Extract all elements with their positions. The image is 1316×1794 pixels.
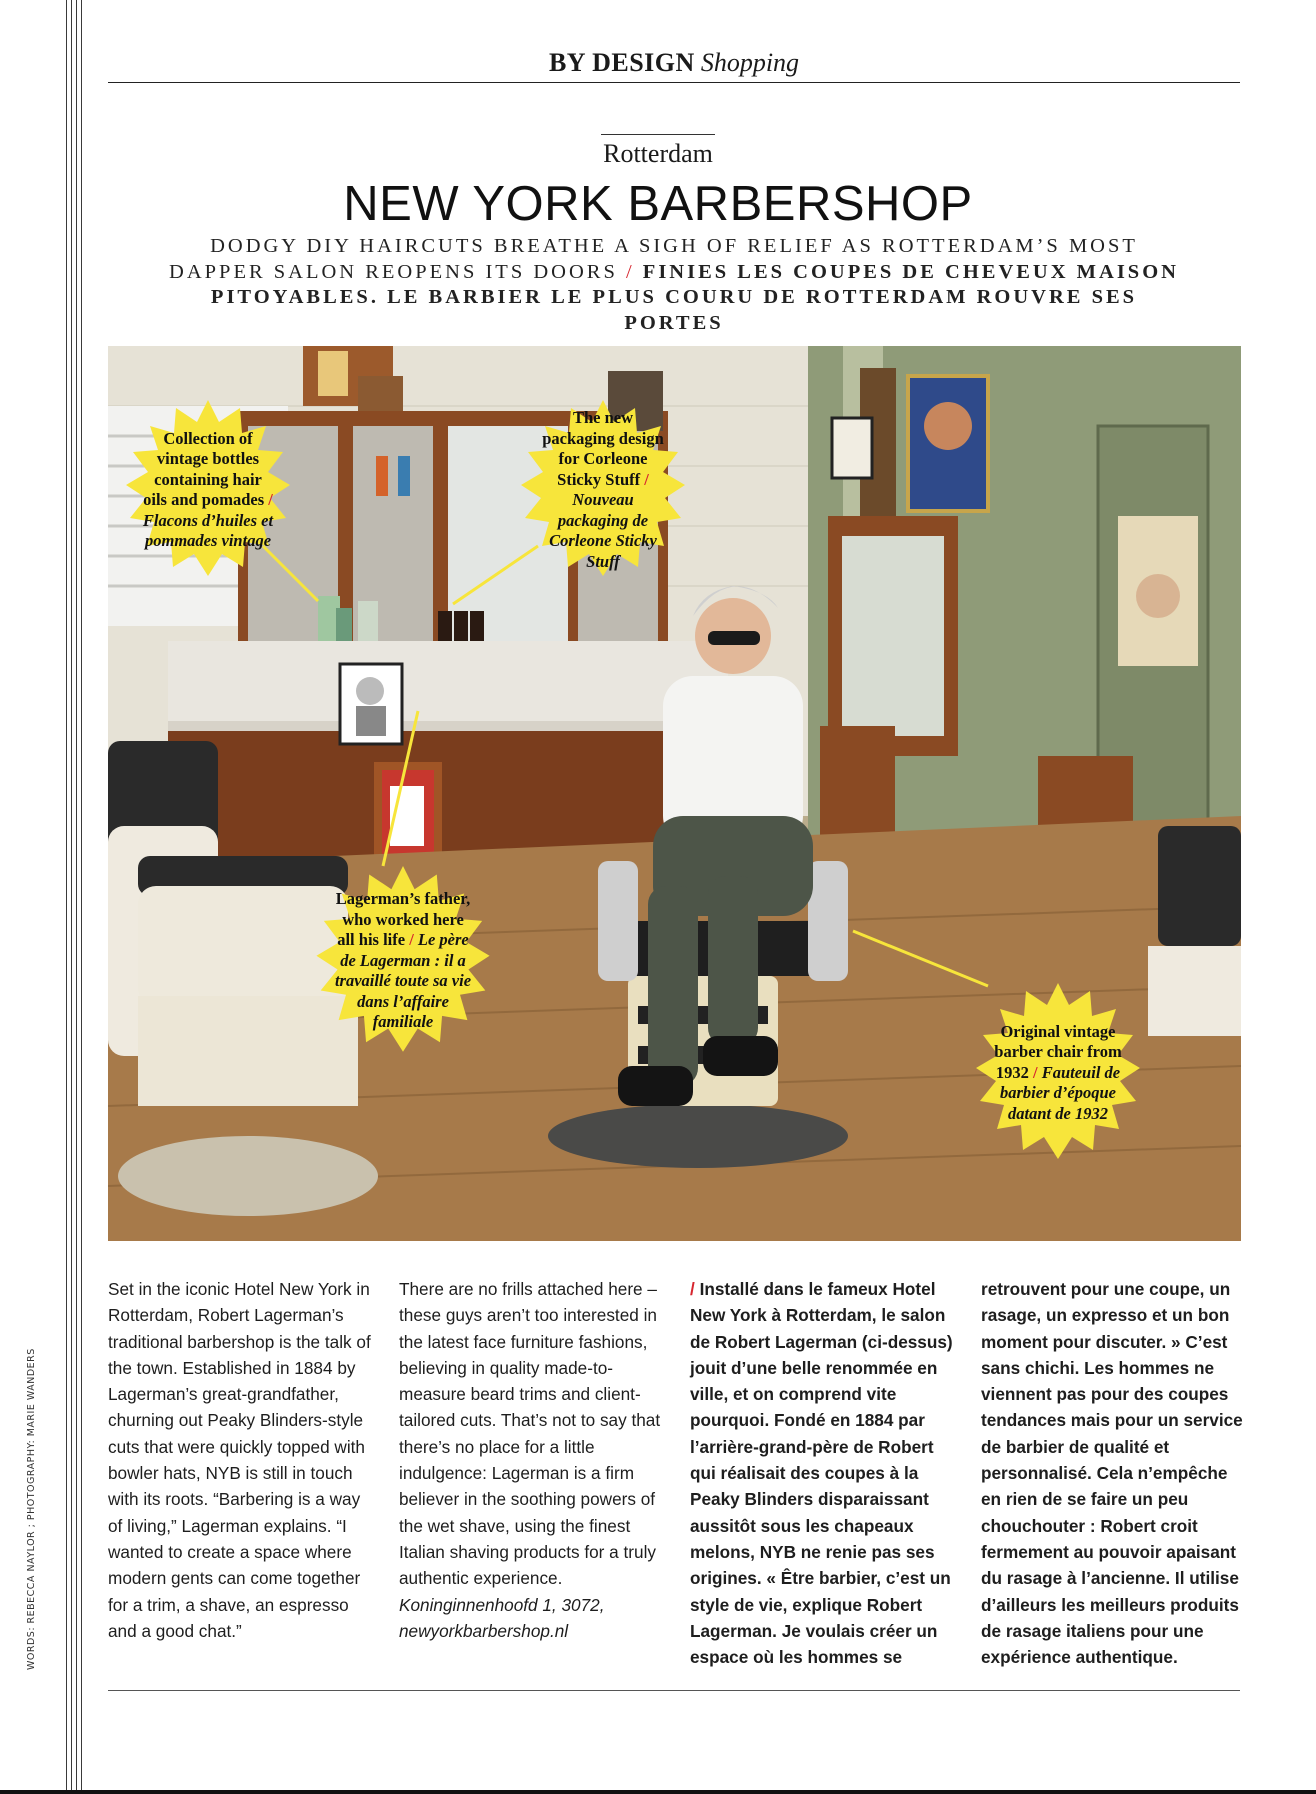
callout-text: Collection of vintage bottles containing hair oils and pomades / Flacons d’huiles et pommades vintage <box>142 428 274 550</box>
shop-address: Koninginnenhoofd 1, 3072, newyorkbarbershop.nl <box>399 1594 605 1641</box>
callout-lagerman-father <box>308 866 498 1056</box>
body-column-3 <box>690 1276 958 1670</box>
page-bottom-rule <box>0 1790 1316 1794</box>
kicker-wrap <box>0 134 1316 169</box>
callout-barber-chair <box>968 983 1148 1163</box>
callout-text: Lagerman’s father, who worked here all his life / Le père de Lagerman : il a travaillé toute sa vie dans l’affaire familiale <box>334 889 472 1032</box>
barbershop-photo <box>108 346 1241 1241</box>
header-rule <box>108 82 1240 83</box>
deck-slash: / <box>625 260 635 283</box>
body-column-1 <box>108 1276 376 1644</box>
callout-corleone-packaging <box>513 400 693 580</box>
footer-rule <box>108 1690 1240 1691</box>
callout-text: The new packaging design for Corleone Sticky Stuff / Nouveau packaging de Corleone Sticky Stuff <box>542 408 664 571</box>
callout-text: Original vintage barber chair from 1932 / Fauteuil de barbier d’époque datant de 1932 <box>994 1021 1122 1123</box>
deck-french: FINIES LES COUPES DE CHEVEUX MAISON PITOYABLES. LE BARBIER LE PLUS COURU DE ROTTERDAM ROUVRE SES PORTES <box>210 260 1179 334</box>
callout-vintage-bottles <box>118 400 298 580</box>
body-text-fr-1: / Installé dans le fameux Hotel New York à Rotterdam, le salon de Robert Lagerman (ci-dessus) jouit d’une belle renommée en ville, et on comprend vite pourquoi. Fondé en 1884 par l’arrière-grand-père de Robert qui réalisait des coupes à la Peaky Blinders disparaissant aussitôt sous les chapeaux melons, NYB ne renie pas ses origines. « Être barbier, c’est un style de vie, explique Robert Lagerman. Je voulais créer un espace où les hommes se <box>690 1279 953 1668</box>
section-name: BY DESIGN <box>548 48 695 77</box>
article-deck <box>160 234 1188 336</box>
deck-english: DODGY DIY HAIRCUTS BREATHE A SIGH OF RELIEF AS ROTTERDAM’S MOST DAPPER SALON REOPENS ITS DOORS <box>169 235 1138 283</box>
body-column-4 <box>981 1276 1249 1670</box>
photo-credit: WORDS: REBECCA NAYLOR ; PHOTOGRAPHY: MARIE WANDERS <box>26 1348 37 1670</box>
body-text-fr-2: retrouvent pour une coupe, un rasage, un expresso et un bon moment pour discuter. » C’est sans chichi. Les hommes ne viennent pas pour des coupes tendances mais pour un service de barbier de qualité et personnalisé. Cela n’empêche en rien de se faire un peu chouchouter : Robert croit fermement au pouvoir apaisant du rasage à l’ancienne. Il utilise d’ailleurs les meilleurs produits de rasage italiens pour une expérience authentique. <box>981 1279 1243 1668</box>
body-text-en-2: There are no frills attached here – these guys aren’t too interested in the latest face furniture fashions, believing in quality made-to-measure beard trims and client-tailored cuts. That’s not to say that there’s no place for a little indulgence: Lagerman is a firm believer in the soothing powers of the wet shave, using the finest Italian shaving products for a truly authentic experience. <box>399 1279 661 1589</box>
city-kicker: Rotterdam <box>601 134 715 169</box>
article-title: NEW YORK BARBERSHOP <box>343 177 973 231</box>
section-sub: Shopping <box>700 48 800 77</box>
running-head <box>108 48 1240 78</box>
body-text-en-1: Set in the iconic Hotel New York in Rotterdam, Robert Lagerman’s traditional barbershop is the talk of the town. Established in 1884 by Lagerman’s great-grandfather, churning out Peaky Blinders-style cuts that were quickly topped with bowler hats, NYB is still in touch with its roots. “Barbering is a way of living,” Lagerman explains. “I wanted to create a space where modern gents can come together for a trim, a shave, an espresso and a good chat.” <box>108 1279 371 1641</box>
margin-rules <box>0 0 86 1794</box>
body-column-2 <box>399 1276 667 1644</box>
fr-slash: / <box>690 1279 695 1299</box>
